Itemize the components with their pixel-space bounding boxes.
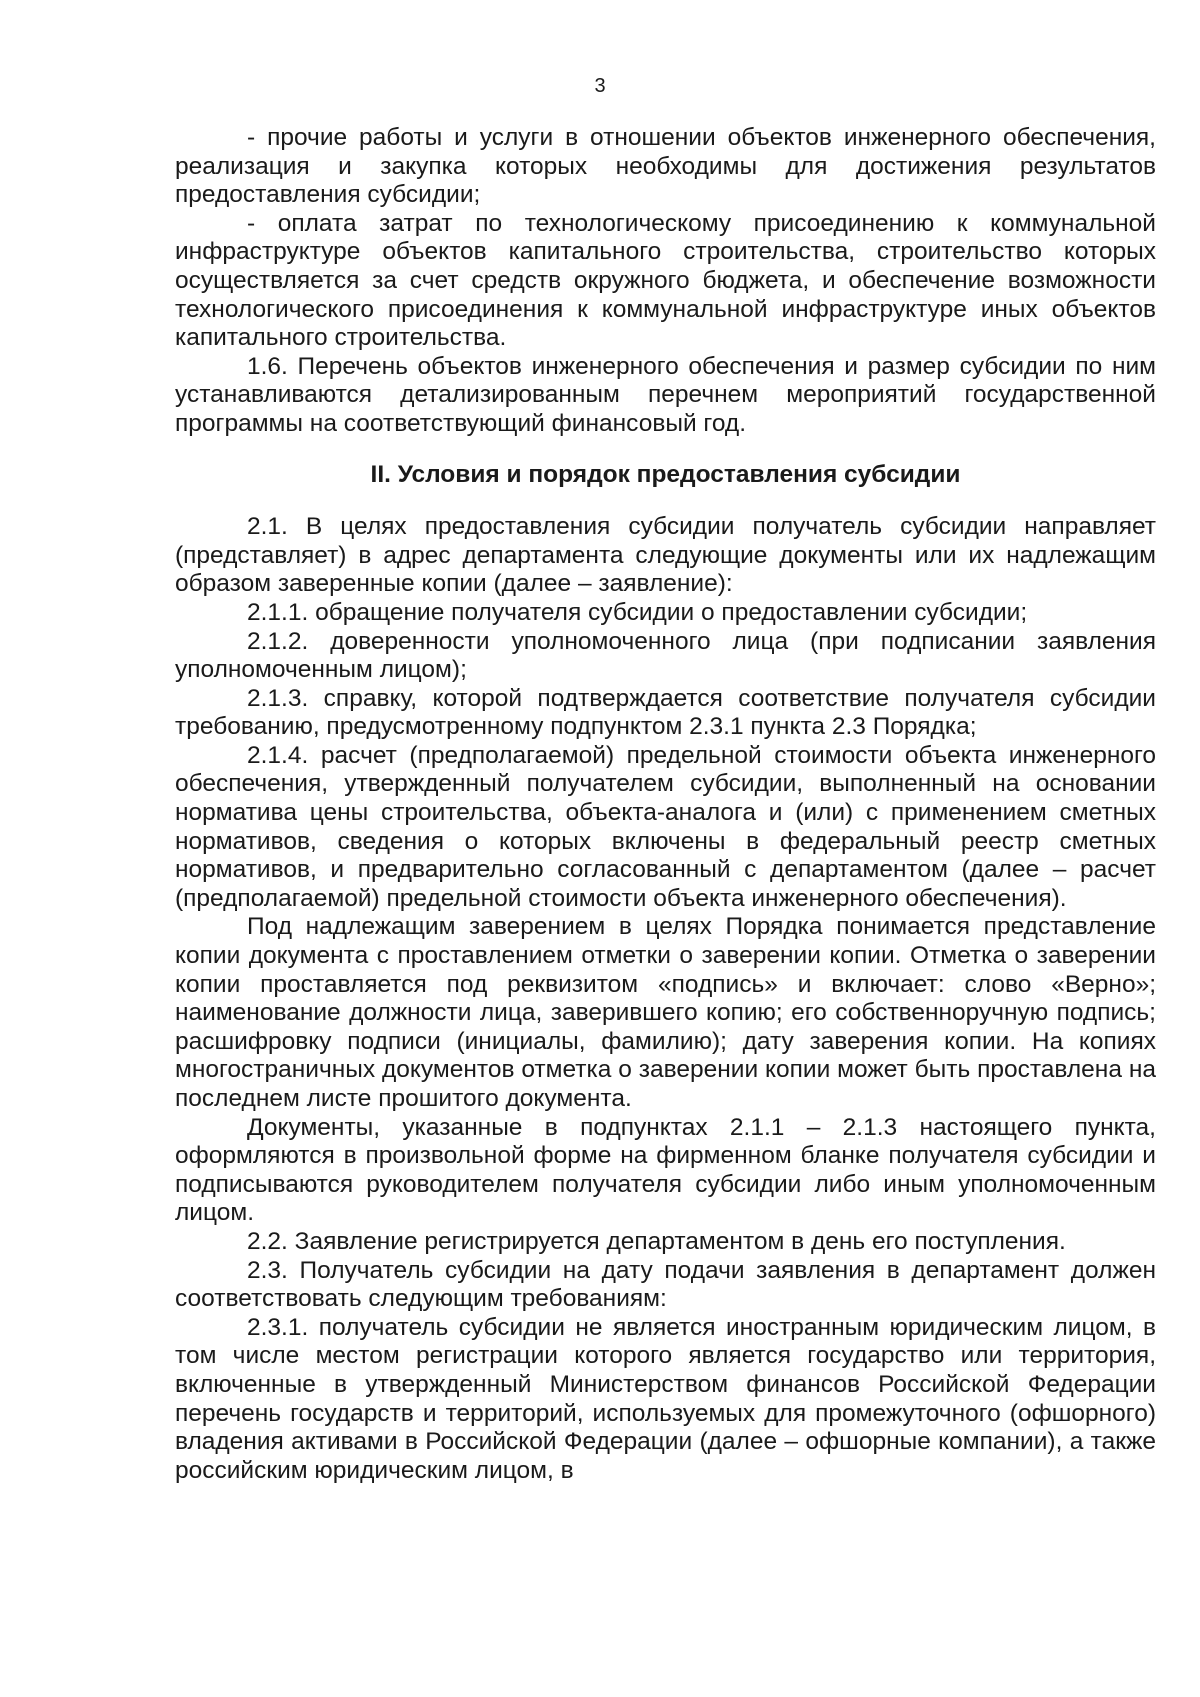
paragraph-other-works: - прочие работы и услуги в отношении объектов инженерного обеспечения, реализация и закупка которых необходимы для достижения результатов предоставления субсидии; <box>175 124 1156 209</box>
paragraph-1-6: 1.6. Перечень объектов инженерного обеспечения и размер субсидии по ним устанавливаются детализированным перечнем мероприятий государственной программы на соответствующий финансовый год. <box>175 352 1156 437</box>
document-body <box>175 124 1156 1485</box>
paragraph-2-2: 2.2. Заявление регистрируется департаментом в день его поступления. <box>247 1227 1066 1255</box>
paragraph-2-1-2: 2.1.2. доверенности уполномоченного лица (при подписании заявления уполномоченным лицом); <box>175 627 1156 684</box>
page-number: 3 <box>594 75 606 97</box>
paragraph-connection-costs: - оплата затрат по технологическому присоединению к коммунальной инфраструктуре объектов капитального строительства, строительство которых осуществляется за счет средств окружного бюджета, и обеспечение возможности технологического присоединения к коммунальной инфраструктуре иных объектов капитального строительства. <box>175 209 1156 352</box>
paragraph-certification: Под надлежащим заверением в целях Порядка понимается представление копии документа с проставлением отметки о заверении копии. Отметка о заверении копии проставляется под реквизитом «подпись» и включает: слово «Верно»; наименование должности лица, заверившего копию; его собственноручную подпись; расшифровку подписи (инициалы, фамилию); дату заверения копии. На копиях многостраничных документов отметка о заверении копии может быть проставлена на последнем листе прошитого документа. <box>175 913 1156 1112</box>
paragraph-2-1-4: 2.1.4. расчет (предполагаемой) предельной стоимости объекта инженерного обеспечения, утвержденный получателем субсидии, выполненный на основании норматива цены строительства, объекта-аналога и (или) с применением сметных нормативов, сведения о которых включены в федеральный реестр сметных нормативов, и предварительно согласованный с департаментом (далее – расчет (предполагаемой) предельной стоимости объекта инженерного обеспечения). <box>175 741 1156 912</box>
paragraph-2-1-3: 2.1.3. справку, которой подтверждается соответствие получателя субсидии требованию, предусмотренному подпунктом 2.3.1 пункта 2.3 Порядка; <box>175 684 1156 741</box>
paragraph-2-1-1: 2.1.1. обращение получателя субсидии о предоставлении субсидии; <box>247 598 1028 626</box>
paragraph-documents-form: Документы, указанные в подпунктах 2.1.1 – 2.1.3 настоящего пункта, оформляются в произвольной форме на фирменном бланке получателя субсидии и подписываются руководителем получателя субсидии либо иным уполномоченным лицом. <box>175 1113 1156 1227</box>
paragraph-2-3: 2.3. Получатель субсидии на дату подачи заявления в департамент должен соответствовать следующим требованиям: <box>175 1256 1156 1313</box>
section-heading: II. Условия и порядок предоставления субсидии <box>370 460 961 488</box>
paragraph-2-1: 2.1. В целях предоставления субсидии получатель субсидии направляет (представляет) в адрес департамента следующие документы или их надлежащим образом заверенные копии (далее – заявление): <box>175 513 1156 598</box>
paragraph-2-3-1: 2.3.1. получатель субсидии не является иностранным юридическим лицом, в том числе местом регистрации которого является государство или территория, включенные в утвержденный Министерством финансов Российской Федерации перечень государств и территорий, используемых для промежуточного (офшорного) владения активами в Российской Федерации (далее – офшорные компании), а также российским юридическим лицом, в <box>175 1313 1156 1484</box>
